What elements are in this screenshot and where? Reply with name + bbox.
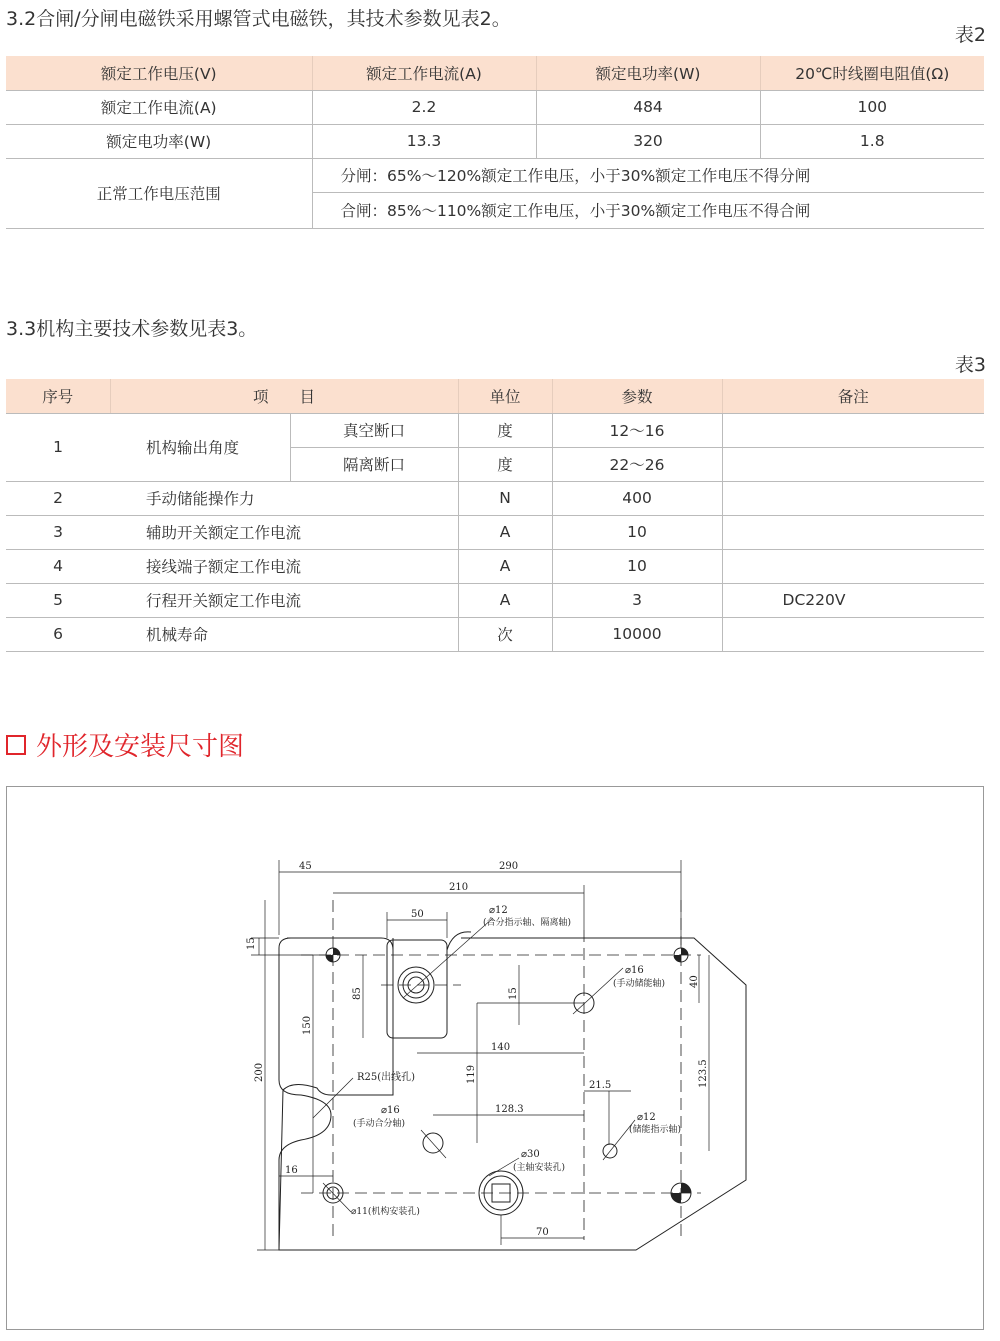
drawing-frame [6,786,984,1330]
label-text: ⌀30 [521,1149,540,1160]
label-text: (手动合分轴) [353,1119,406,1129]
dim-text: 16 [285,1165,298,1176]
table-3-label: 表3 [954,354,986,376]
table-cell: 次 [458,617,552,651]
table-cell [722,447,984,481]
table-cell: 正常工作电压范围 [6,158,312,228]
table-cell: DC220V [722,583,984,617]
table-row [6,515,984,549]
label-text: (主轴安装孔) [513,1163,566,1173]
table-cell [722,413,984,447]
label-text: ⌀12 [637,1112,656,1123]
table-cell: 1.8 [760,124,984,158]
section-3-2-title: 3.2合闸/分闸电磁铁采用螺管式电磁铁，其技术参数见表2。 [6,8,511,30]
table-2 [6,56,984,229]
table-cell: 接线端子额定工作电流 [110,549,458,583]
table-cell [722,481,984,515]
leader-line [323,1183,351,1212]
leader-line [573,968,623,1014]
table-row [6,90,984,124]
dim-text: 200 [254,1062,265,1082]
hole-fill [671,1193,681,1203]
table-cell: 额定工作电流(A) [6,90,312,124]
table-cell: 22～26 [552,447,722,481]
table-row [6,413,984,447]
table-2-label: 表2 [954,24,986,46]
dim-text: 85 [352,987,363,1000]
table-cell: 度 [458,447,552,481]
table-cell: 10000 [552,617,722,651]
table-row [6,124,984,158]
table-cell: A [458,515,552,549]
table-3-header-cell: 备注 [722,379,984,413]
table-cell: 合闸：85%～110%额定工作电压，小于30%额定工作电压不得合闸 [312,192,984,228]
leader-line [421,1130,446,1158]
table-cell: 机械寿命 [110,617,458,651]
table-row [6,617,984,651]
table-cell: A [458,583,552,617]
table-cell: 额定电功率(W) [6,124,312,158]
hole-fill [333,948,340,955]
table-cell [722,617,984,651]
table-cell: 隔离断口 [290,447,458,481]
table-row [6,549,984,583]
dim-text: 119 [466,1064,477,1084]
table-cell: 484 [536,90,760,124]
dim-text: 290 [499,861,519,872]
table-cell: 3 [552,583,722,617]
table-cell: A [458,549,552,583]
label-text: (手动储能轴) [613,979,666,989]
table-cell: 400 [552,481,722,515]
dim-text: 70 [536,1227,549,1238]
dim-text: 150 [302,1015,313,1035]
table-cell: 5 [6,583,110,617]
table-cell: 2.2 [312,90,536,124]
table-cell: 2 [6,481,110,515]
dim-text: 21.5 [589,1080,612,1091]
table-row [6,158,984,192]
table-3 [6,379,984,652]
label-text: (合分指示轴、隔离轴) [483,918,572,928]
table-cell: 手动储能操作力 [110,481,458,515]
table-cell [722,515,984,549]
hole-fill [681,1183,691,1193]
section-3-3-title: 3.3机构主要技术参数见表3。 [6,318,258,340]
table-cell: 度 [458,413,552,447]
hole-fill [681,948,688,955]
label-text: ⌀11(机构安装孔) [351,1207,420,1217]
table-3-header-cell: 单位 [458,379,552,413]
square-icon [6,735,26,755]
dim-text: 15 [508,987,519,1000]
table-2-header-cell: 20℃时线圈电阻值(Ω) [760,56,984,90]
table-cell: 1 [6,413,110,481]
table-row [6,481,984,515]
dim-text: 140 [491,1042,511,1053]
drawing-heading [6,726,244,763]
leader-line [403,918,493,998]
table-cell: 320 [536,124,760,158]
table-cell: 100 [760,90,984,124]
plate-corner [279,938,291,948]
table-cell [722,549,984,583]
table-3-header-cell: 参数 [552,379,722,413]
table-2-header-row [6,56,984,90]
table-cell: 分闸：65%～120%额定工作电压，小于30%额定工作电压不得分闸 [312,158,984,192]
table-3-header-cell: 序号 [6,379,110,413]
dim-text: 210 [449,882,469,893]
table-cell: 4 [6,549,110,583]
table-cell: 机构输出角度 [110,413,290,481]
table-2-header-cell: 额定工作电压(V) [6,56,312,90]
table-cell: N [458,481,552,515]
dimension-drawing [7,787,983,1329]
dim-text: 50 [411,909,424,920]
drawing-heading-text: 外形及安装尺寸图 [36,732,245,762]
table-cell: 12～16 [552,413,722,447]
label-text: R25(出线孔) [357,1072,416,1083]
table-cell: 13.3 [312,124,536,158]
table-cell: 辅助开关额定工作电流 [110,515,458,549]
table-2-header-cell: 额定电功率(W) [536,56,760,90]
hole-fill [326,955,333,962]
plate-left-edge [279,948,331,1250]
table-2-header-cell: 额定工作电流(A) [312,56,536,90]
table-3-header-row [6,379,984,413]
dim-text: 45 [299,861,312,872]
label-text: ⌀12 [489,905,508,916]
table-row [6,583,984,617]
table-cell: 3 [6,515,110,549]
table-cell: 行程开关额定工作电流 [110,583,458,617]
hole-fill [674,955,681,962]
dim-text: 128.3 [495,1104,524,1115]
label-text: ⌀16 [625,965,644,976]
table-cell: 6 [6,617,110,651]
table-cell: 10 [552,549,722,583]
dim-text: 15 [246,937,257,950]
table-cell: 10 [552,515,722,549]
dim-text: 40 [689,975,700,988]
table-cell: 真空断口 [290,413,458,447]
dim-text: 123.5 [698,1059,709,1088]
label-text: ⌀16 [381,1105,400,1116]
table-3-header-cell: 项 目 [110,379,458,413]
plate-outline [279,938,746,1250]
label-text: (储能指示轴) [629,1125,682,1135]
